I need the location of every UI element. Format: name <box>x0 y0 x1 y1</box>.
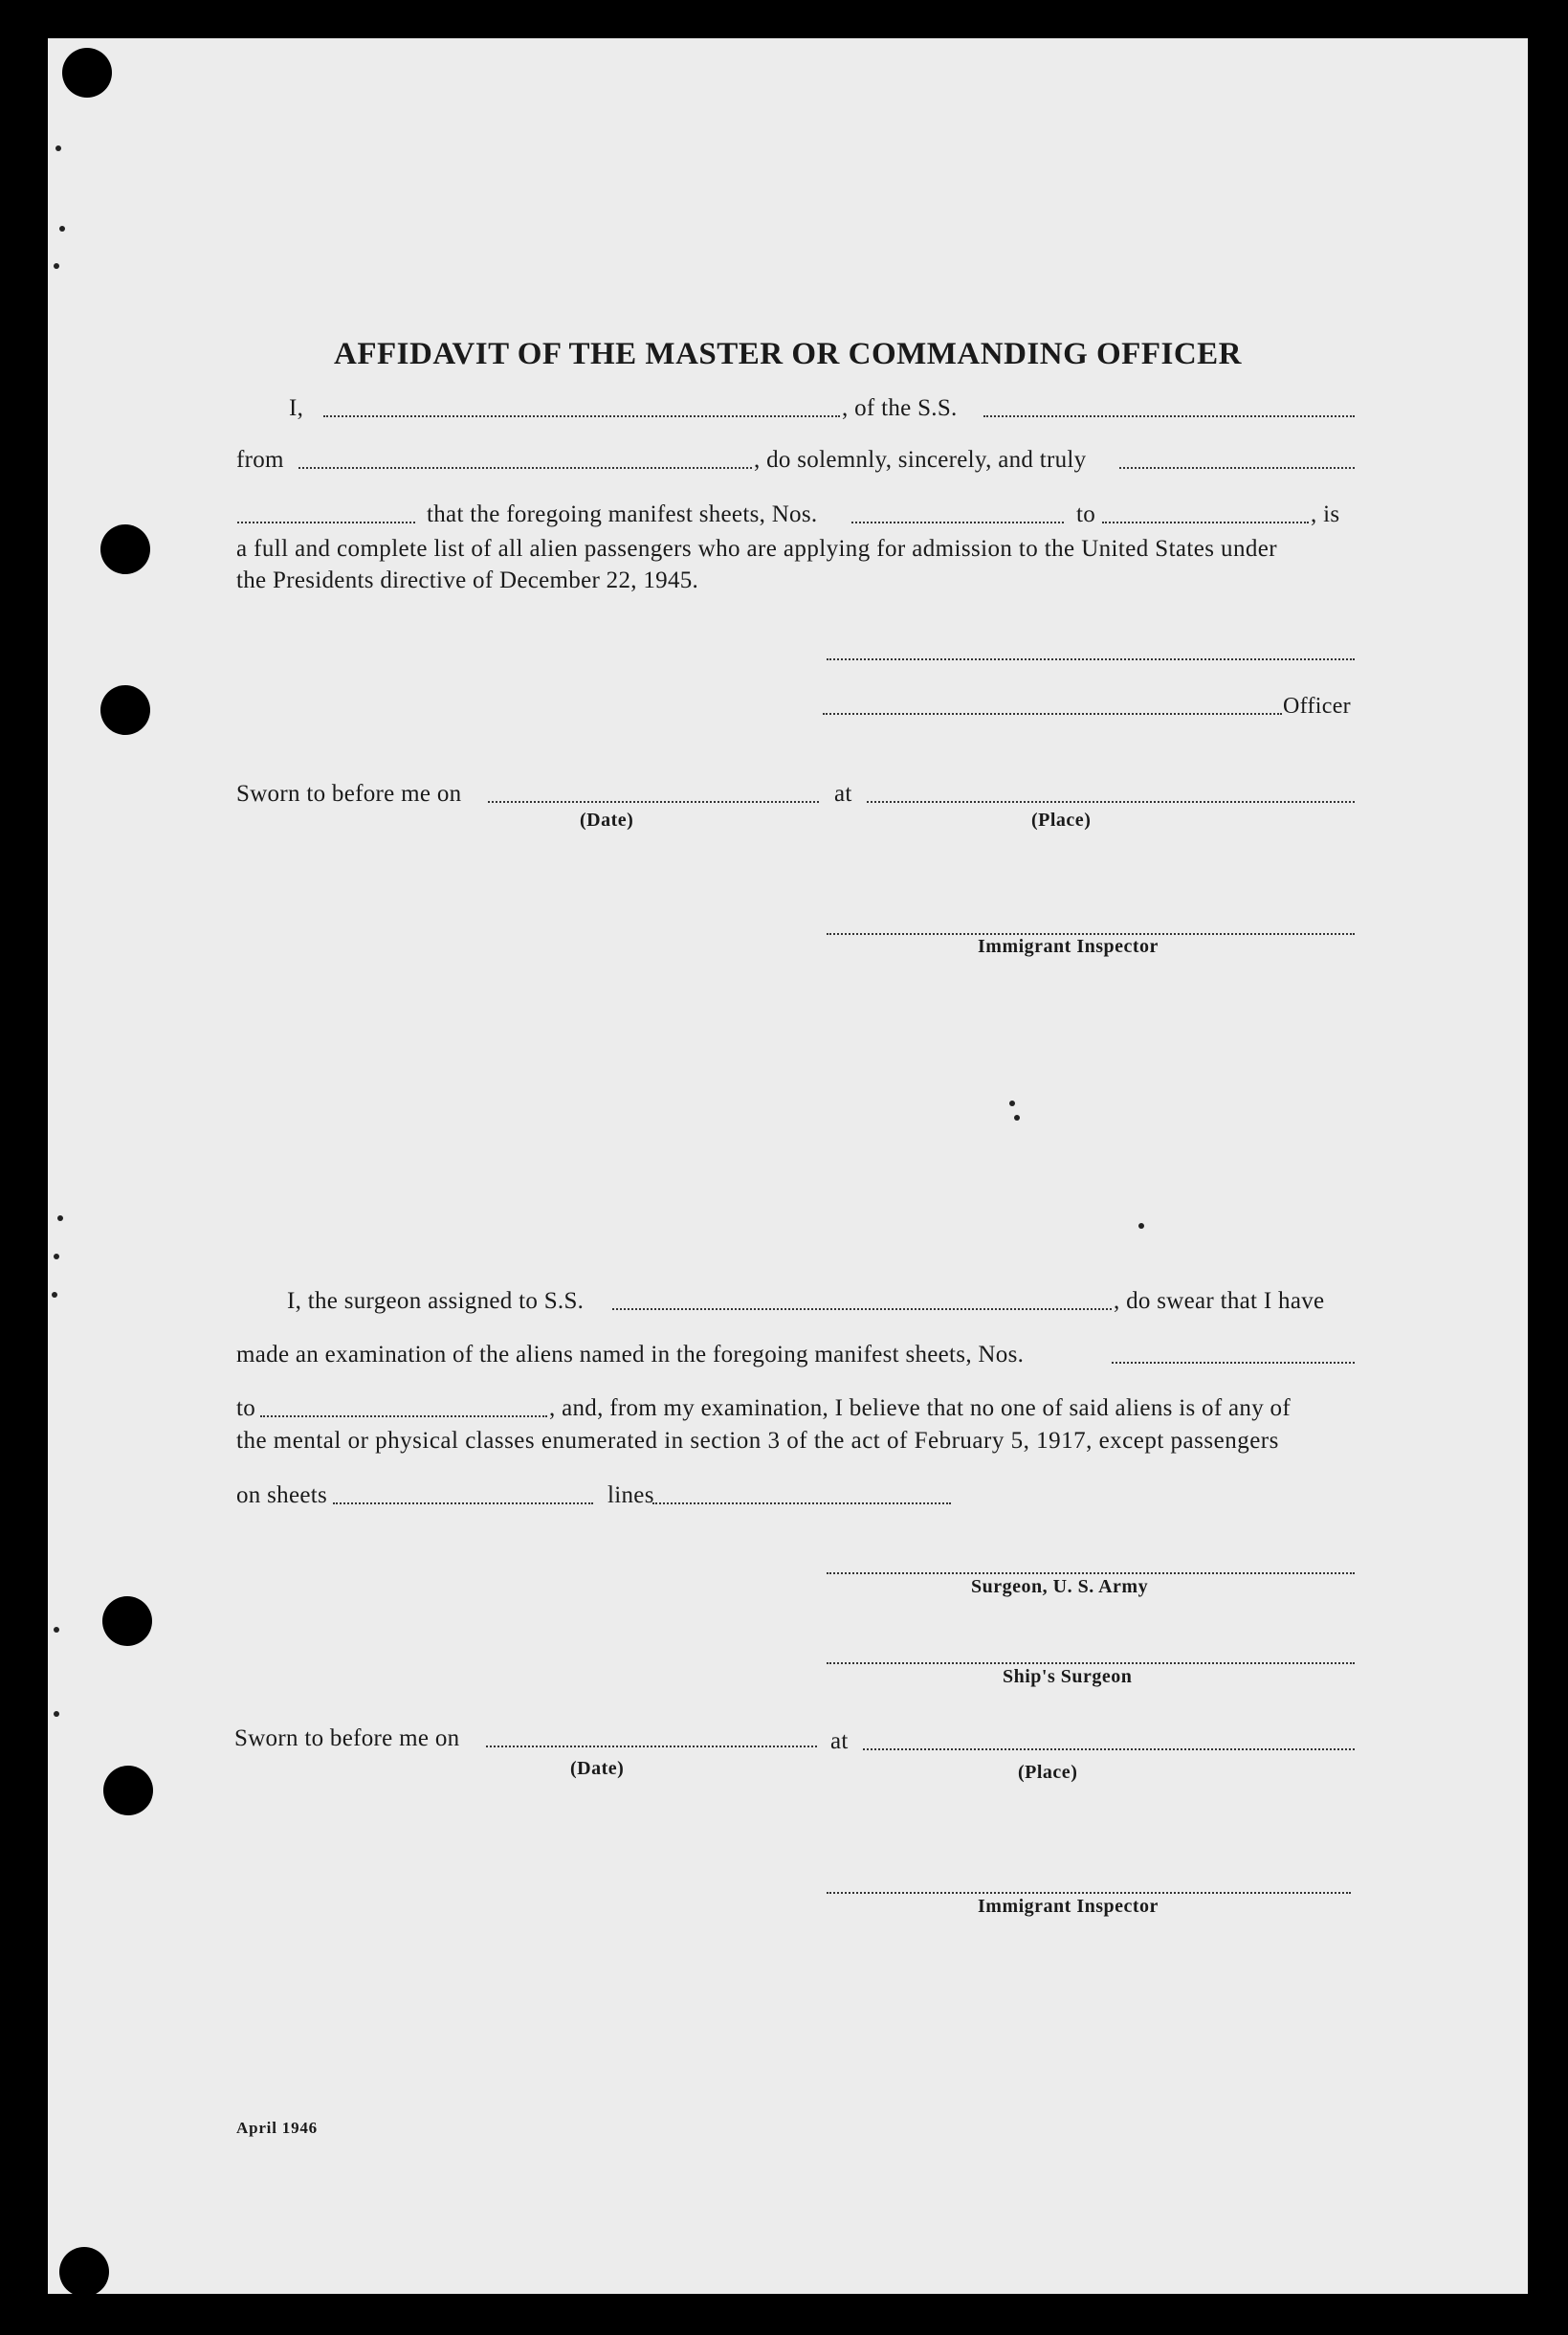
sworn1-prefix: Sworn to before me on <box>236 781 462 807</box>
sworn1-date-field[interactable] <box>488 801 819 803</box>
surgeon-sheets-field[interactable] <box>333 1502 593 1504</box>
speck <box>55 145 61 151</box>
master-nos-from-field[interactable] <box>851 522 1064 523</box>
master-oath-field[interactable] <box>1119 467 1355 469</box>
surgeon-line1-end: , do swear that I have <box>1114 1288 1325 1314</box>
form-date-footer: April 1946 <box>236 2119 318 2137</box>
master-line2-start: from <box>236 447 284 473</box>
speck <box>54 263 59 269</box>
speck <box>1009 1101 1015 1106</box>
master-ship-field[interactable] <box>983 415 1355 417</box>
sworn2-prefix: Sworn to before me on <box>234 1725 460 1751</box>
sworn1-place-label: (Place) <box>1031 810 1092 831</box>
surgeon-line3-start: to <box>236 1395 256 1421</box>
punch-hole <box>62 48 112 98</box>
army-surgeon-signature-line[interactable] <box>827 1572 1355 1574</box>
master-line3-end: , is <box>1311 501 1340 527</box>
form-title: AFFIDAVIT OF THE MASTER OR COMMANDING OFFICER <box>334 337 1242 371</box>
speck <box>1014 1115 1020 1121</box>
surgeon-line1-start: I, the surgeon assigned to S.S. <box>287 1288 585 1314</box>
speck <box>54 1711 59 1717</box>
surgeon-line4: the mental or physical classes enumerated in section 3 of the act of February 5, 1917, except passengers <box>236 1428 1279 1454</box>
surgeon-line2: made an examination of the aliens named in the foregoing manifest sheets, Nos. <box>236 1342 1025 1368</box>
master-from-field[interactable] <box>298 467 752 469</box>
speck <box>54 1254 59 1259</box>
officer-label: Officer <box>1283 694 1351 719</box>
speck <box>52 1292 57 1298</box>
sworn1-at: at <box>834 781 852 807</box>
sworn1-date-label: (Date) <box>580 810 634 831</box>
surgeon-line5-start: on sheets <box>236 1482 328 1508</box>
surgeon-lines-field[interactable] <box>652 1502 951 1504</box>
master-line5: the Presidents directive of December 22, 1945. <box>236 567 699 593</box>
inspector1-label: Immigrant Inspector <box>978 936 1159 957</box>
master-line3-mid: that the foregoing manifest sheets, Nos. <box>427 501 818 527</box>
sworn2-place-field[interactable] <box>863 1748 1355 1750</box>
master-line2-mid: , do solemnly, sincerely, and truly <box>754 447 1087 473</box>
master-line4: a full and complete list of all alien passengers who are applying for admission to the United States under <box>236 536 1277 562</box>
sworn2-date-field[interactable] <box>486 1746 817 1747</box>
surgeon-nos-field[interactable] <box>1112 1362 1355 1364</box>
inspector2-signature-line[interactable] <box>827 1892 1351 1894</box>
master-line1-mid: , of the S.S. <box>842 395 958 421</box>
master-nos-to-field[interactable] <box>1102 522 1309 523</box>
master-oath-word-field[interactable] <box>237 522 415 523</box>
speck <box>1138 1223 1144 1229</box>
surgeon-line5-lines: lines <box>607 1482 654 1508</box>
ship-surgeon-label: Ship's Surgeon <box>1003 1666 1133 1687</box>
speck <box>54 1627 59 1633</box>
master-line3-to: to <box>1076 501 1096 527</box>
surgeon-ship-field[interactable] <box>612 1308 1112 1310</box>
officer-signature-line-2[interactable] <box>823 713 1282 715</box>
sworn2-place-label: (Place) <box>1018 1762 1078 1783</box>
surgeon-line3-end: , and, from my examination, I believe that no one of said aliens is of any of <box>549 1395 1291 1421</box>
inspector1-signature-line[interactable] <box>827 933 1355 935</box>
punch-hole <box>103 1766 153 1815</box>
punch-hole <box>102 1596 152 1646</box>
master-name-field[interactable] <box>323 415 840 417</box>
punch-hole <box>59 2247 109 2297</box>
officer-signature-line-1[interactable] <box>827 658 1355 660</box>
army-surgeon-label: Surgeon, U. S. Army <box>971 1576 1149 1597</box>
master-line1-start: I, <box>289 395 304 421</box>
form-sheet <box>48 38 1528 2294</box>
sworn1-place-field[interactable] <box>867 801 1355 803</box>
punch-hole <box>100 685 150 735</box>
surgeon-nos-to-field[interactable] <box>260 1415 547 1417</box>
punch-hole <box>100 524 150 574</box>
ship-surgeon-signature-line[interactable] <box>827 1662 1355 1664</box>
speck <box>57 1215 63 1221</box>
inspector2-label: Immigrant Inspector <box>978 1896 1159 1917</box>
sworn2-at: at <box>830 1728 849 1754</box>
sworn2-date-label: (Date) <box>570 1758 625 1779</box>
speck <box>59 226 65 232</box>
